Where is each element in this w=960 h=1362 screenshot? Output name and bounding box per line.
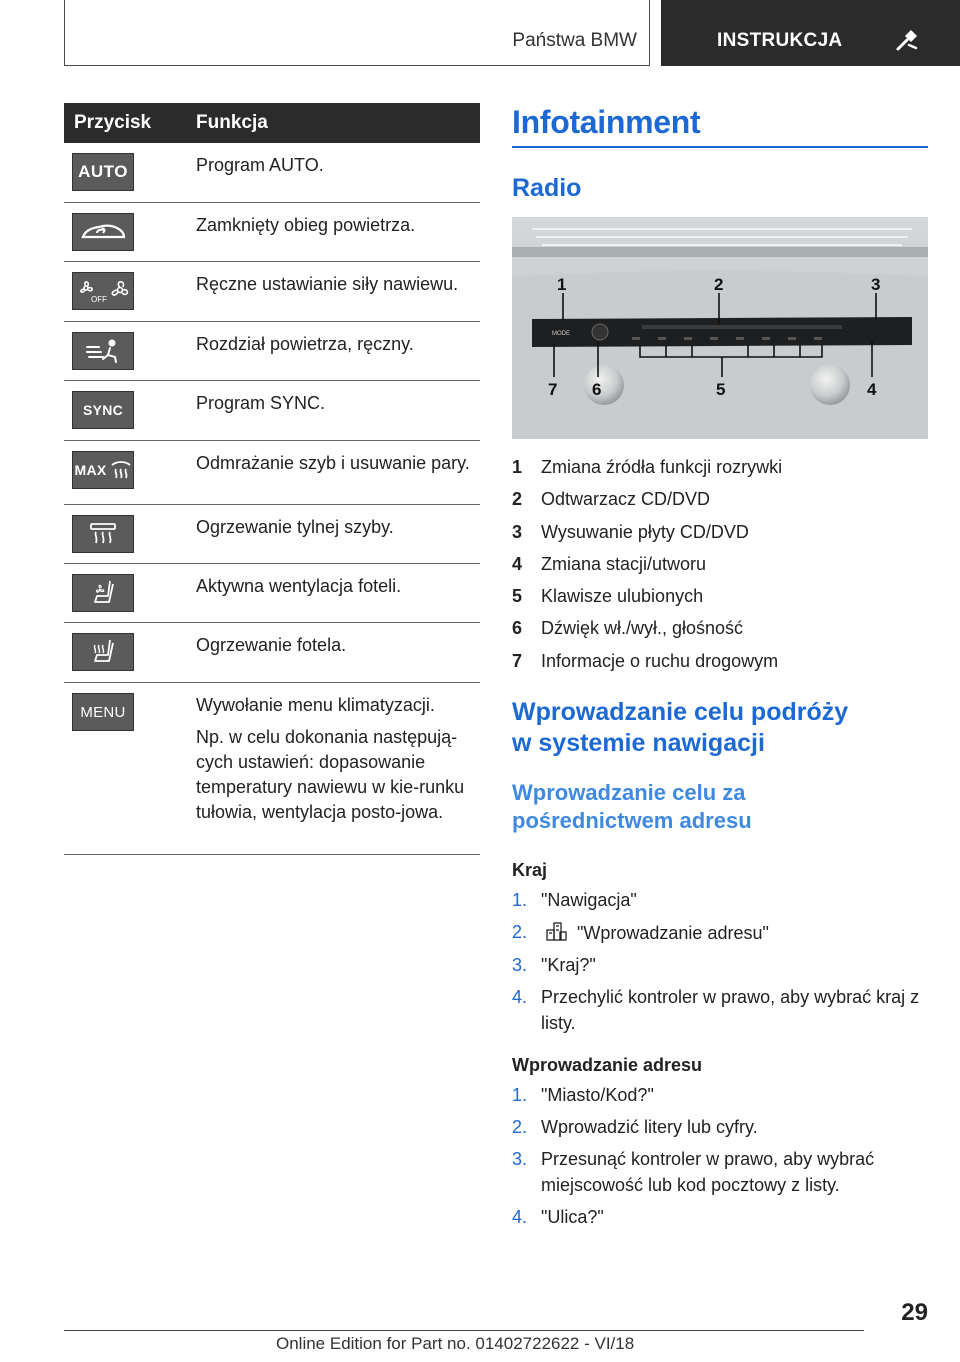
radio-legend [512,451,928,677]
page-number: 29 [901,1299,928,1326]
menu-button [72,693,134,731]
row-function: Wywołanie menu klimatyzacji. [196,695,435,715]
callout-2: 2 [714,275,724,294]
auto-button-label: AUTO [78,162,128,181]
country-subtitle: Kraj [512,860,548,881]
row-function: Rozdział powietrza, ręczny. [196,334,414,354]
row-function: Ręczne ustawianie siły nawiewu. [196,274,459,294]
air-distribution-icon [83,337,123,365]
list-item: 5 Klawisze ulubionych [512,586,704,607]
list-item: 4 Zmiana stacji/utworu [512,553,707,574]
list-item: 6 Dźwięk wł./wył., głośność [512,618,744,639]
column-header-function: Funkcja [196,112,268,133]
max-defrost-button [72,451,134,489]
tools-icon [895,28,919,52]
row-function: Odmrażanie szyb i usuwanie pary. [196,453,470,473]
header-title: Państwa BMW [512,30,637,51]
header-section-label: INSTRUKCJA [717,30,843,51]
fan-off-label: OFF [91,295,107,304]
address-steps [512,1083,928,1230]
callout-7: 7 [548,380,558,399]
table-row [64,564,480,623]
row-function: Ogrzewanie tylnej szyby. [196,517,394,537]
radio-title: Radio [512,174,582,202]
list-item: 3. Przesunąć kontroler w prawo, aby wybrać miejscowość lub kod pocztowy z listy. [512,1149,875,1195]
seat-heating-button [72,633,134,671]
table-header [64,103,480,143]
address-subtitle: Wprowadzanie adresu [512,1055,703,1076]
list-item: 3 Wysuwanie płyty CD/DVD [512,521,749,542]
footer-edition: Online Edition for Part no. 01402722622 - VI/18 [276,1334,635,1353]
row-function: Aktywna wentylacja foteli. [196,576,402,596]
svg-text:MODE: MODE [552,331,570,337]
fan-button [72,272,134,310]
max-label: MAX [74,462,107,478]
table-row [64,683,480,855]
row-function: Ogrzewanie fotela. [196,635,347,655]
list-item: 4. Przechylić kontroler w prawo, aby wybrać kraj z listy. [512,987,920,1033]
list-item: 1. "Miasto/Kod?" [512,1085,654,1106]
seat-heating-icon [88,637,118,667]
rear-window-heating-button [72,515,134,553]
auto-button [72,153,134,191]
table-row [64,322,480,381]
header-section-box [661,0,960,66]
callout-4: 4 [867,380,877,399]
list-item: 7 Informacje o ruchu drogowym [512,650,779,671]
callout-3: 3 [871,275,881,294]
list-item: 3. "Kraj?" [512,955,596,976]
row-function-detail: Np. w celu dokonania następują-cych ustawień: dopasowanie temperatury nawiewu w kie-runku tułowia, wentylacja posto-jowa. [196,727,465,822]
fan-icon [76,278,130,304]
recirculation-icon [79,219,127,245]
list-item: 1 Zmiana źródła funkcji rozrywki [512,457,783,477]
row-function: Program AUTO. [196,155,324,175]
header-left-box [64,0,650,66]
infotainment-section [512,100,928,1237]
row-function: Zamknięty obieg powietrza. [196,215,416,235]
list-item: 2. "Wprowadzanie adresu" [512,922,769,944]
callout-6: 6 [592,380,602,399]
radio-panel-photo [512,217,928,439]
defrost-icon [110,459,132,481]
column-header-button: Przycisk [74,112,152,133]
recirculation-button [72,213,134,251]
seat-ventilation-icon [88,578,118,608]
list-item: 1. "Nawigacja" [512,890,637,911]
air-distribution-button [72,332,134,370]
table-row [64,441,480,505]
table-row [64,203,480,262]
sync-button-label: SYNC [82,402,124,418]
row-function: Program SYNC. [196,393,326,413]
navigation-title: Wprowadzanie celu podróży w systemie nawigacji [512,698,849,758]
callout-5: 5 [716,380,726,399]
table-row [64,623,480,683]
callout-1: 1 [557,275,567,294]
table-row [64,262,480,322]
climate-buttons-table [64,103,480,855]
rear-window-heating-icon [88,521,118,547]
table-row [64,381,480,441]
address-entry-title: Wprowadzanie celu za pośrednictwem adresu [512,780,752,834]
seat-ventilation-button [72,574,134,612]
section-title: Infotainment [512,104,701,140]
country-steps [512,888,928,1036]
address-entry-icon [545,920,567,942]
footer-rule [64,1330,864,1331]
table-row [64,143,480,203]
sync-button [72,391,134,429]
list-item: 2 Odtwarzacz CD/DVD [512,489,711,510]
title-underline [512,146,928,148]
list-item: 4. "Ulica?" [512,1206,604,1227]
list-item: 2. Wprowadzić litery lub cyfry. [512,1117,758,1138]
menu-button-label: MENU [80,703,126,721]
table-row [64,505,480,564]
